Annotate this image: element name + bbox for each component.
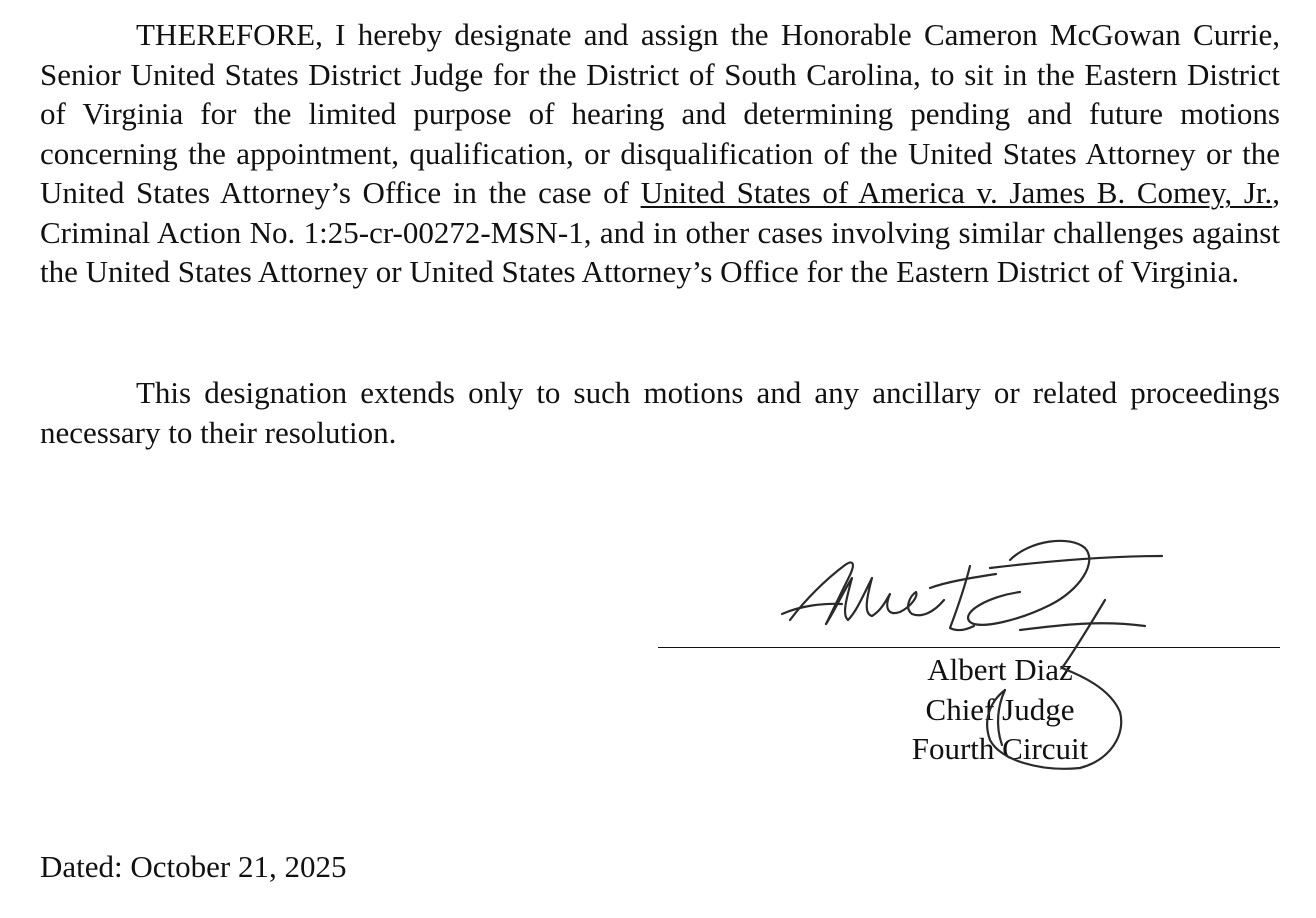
designation-text: THEREFORE, I hereby designate and assign the Honorable Cameron McGowan Currie, Senior United States District Judge for the District of South Carolina, to sit in the Eastern District of Virginia for the limited purpose of hearing and determining pending and future motions concerning the appointment, qualification, or disqualification of the United States Attorney or the United States Attorney’s Office in the case of [40, 17, 1280, 210]
signature-line [658, 647, 1280, 648]
signer-court: Fourth Circuit [911, 731, 1089, 766]
designation-text-continued: , Criminal Action No. 1:25-cr-00272-MSN-1, and in other cases involving similar challenges against the United States Attorney or United States Attorney’s Office for the Eastern District of Virginia. [40, 175, 1280, 289]
scope-paragraph: This designation extends only to such motions and any ancillary or related proceedings necessary to their resolution. [40, 375, 1280, 450]
case-name: United States of America v. James B. Comey, Jr. [640, 175, 1273, 210]
dated-line: Dated: October 21, 2025 [40, 849, 347, 884]
designation-paragraph [40, 15, 1280, 292]
signature-block [880, 650, 1120, 769]
signer-title: Chief Judge [925, 691, 1075, 727]
signer-name: Albert Diaz [927, 652, 1073, 687]
